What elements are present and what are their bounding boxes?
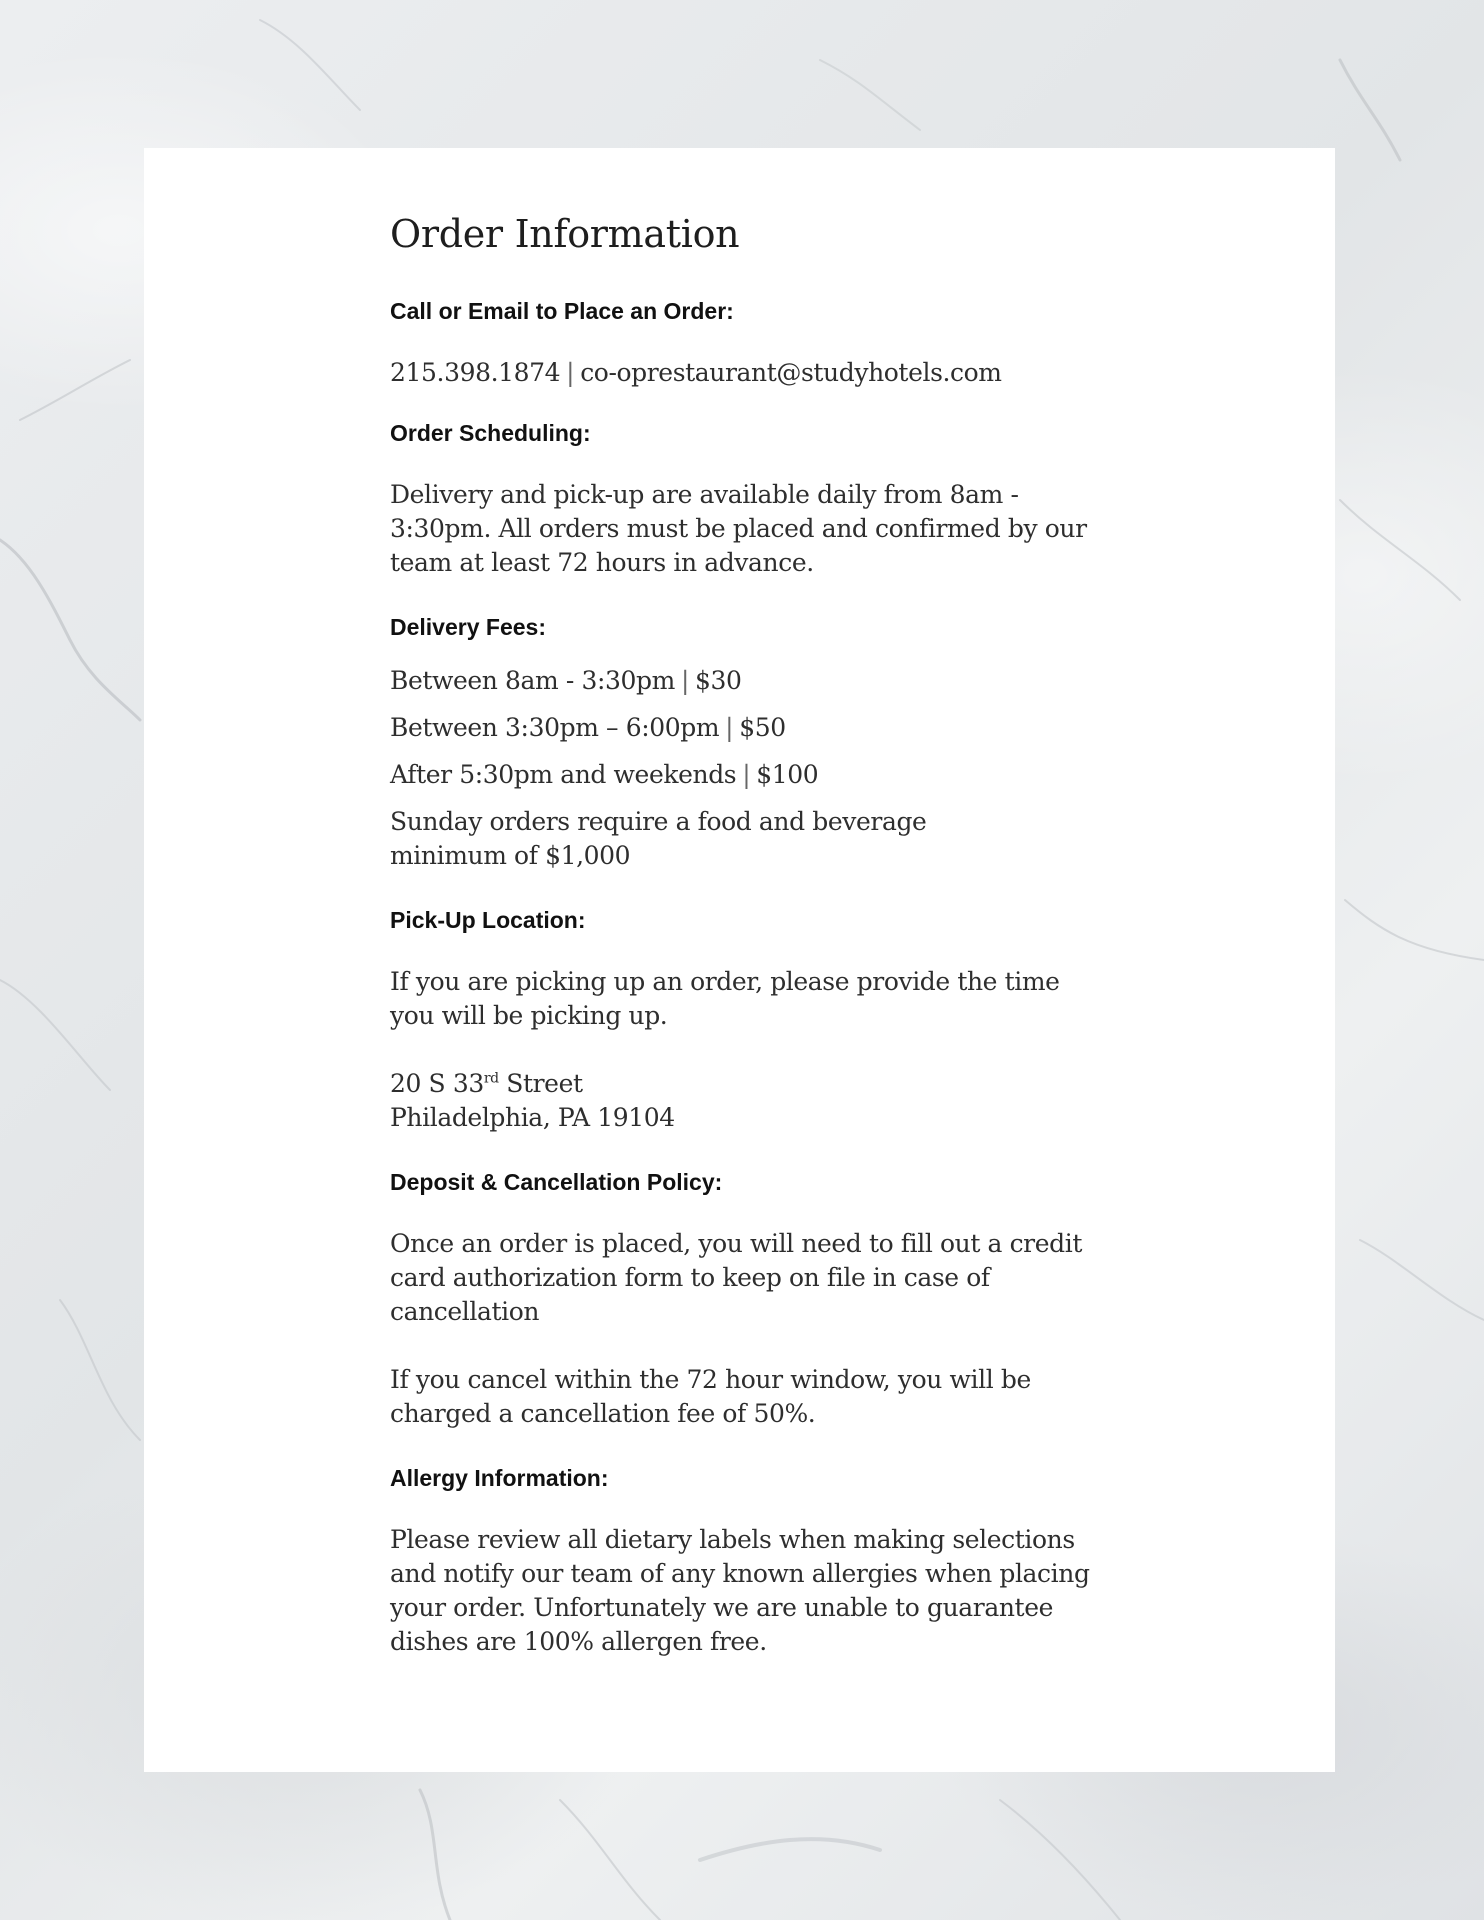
deposit-text: Once an order is placed, you will need to fill out a credit card authorization form to keep on file in case of cancellation <box>390 1229 1082 1326</box>
allergy-text: Please review all dietary labels when making selections and notify our team of any known allergies when placing your order. Unfortunately we are unable to guarantee dishes are 100% allergen free. <box>390 1525 1090 1656</box>
fee-line <box>390 711 1110 745</box>
call-heading: Call or Email to Place an Order: <box>390 298 734 324</box>
street-number: 20 S 33 <box>390 1069 484 1098</box>
pickup-address <box>390 1067 1110 1135</box>
fee-separator: | <box>680 666 689 695</box>
fees-heading: Delivery Fees: <box>390 614 546 640</box>
fee-line <box>390 758 1110 792</box>
scheduling-heading: Order Scheduling: <box>390 420 591 446</box>
page-title: Order Information <box>390 212 740 256</box>
fee-separator: | <box>725 713 734 742</box>
fee-label: Between 8am - 3:30pm <box>390 666 675 695</box>
cancellation-text: If you cancel within the 72 hour window, you will be charged a cancellation fee of 50%. <box>390 1365 1031 1428</box>
fee-price: $50 <box>739 713 786 742</box>
contact-line <box>390 356 1110 390</box>
allergy-heading: Allergy Information: <box>390 1465 609 1491</box>
fee-price: $100 <box>756 760 819 789</box>
fee-label: Between 3:30pm – 6:00pm <box>390 713 720 742</box>
sunday-minimum-note: Sunday orders require a food and beverage minimum of $1,000 <box>390 807 927 870</box>
fee-separator: | <box>742 760 751 789</box>
fee-price: $30 <box>695 666 742 695</box>
street-name: Street <box>506 1069 583 1098</box>
pickup-heading: Pick-Up Location: <box>390 907 586 933</box>
email-address: co-oprestaurant@studyhotels.com <box>580 358 1002 387</box>
pickup-text: If you are picking up an order, please provide the time you will be picking up. <box>390 967 1060 1030</box>
contact-separator: | <box>566 358 575 387</box>
city-line: Philadelphia, PA 19104 <box>390 1103 675 1132</box>
scheduling-text: Delivery and pick-up are available daily from 8am - 3:30pm. All orders must be placed and confirmed by our team at least 72 hours in advance. <box>390 480 1087 577</box>
street-ordinal: rd <box>483 1070 499 1087</box>
fee-label: After 5:30pm and weekends <box>390 760 737 789</box>
order-information-content <box>390 208 1110 1693</box>
phone-number: 215.398.1874 <box>390 358 561 387</box>
deposit-heading: Deposit & Cancellation Policy: <box>390 1169 723 1195</box>
fee-line <box>390 664 1110 698</box>
